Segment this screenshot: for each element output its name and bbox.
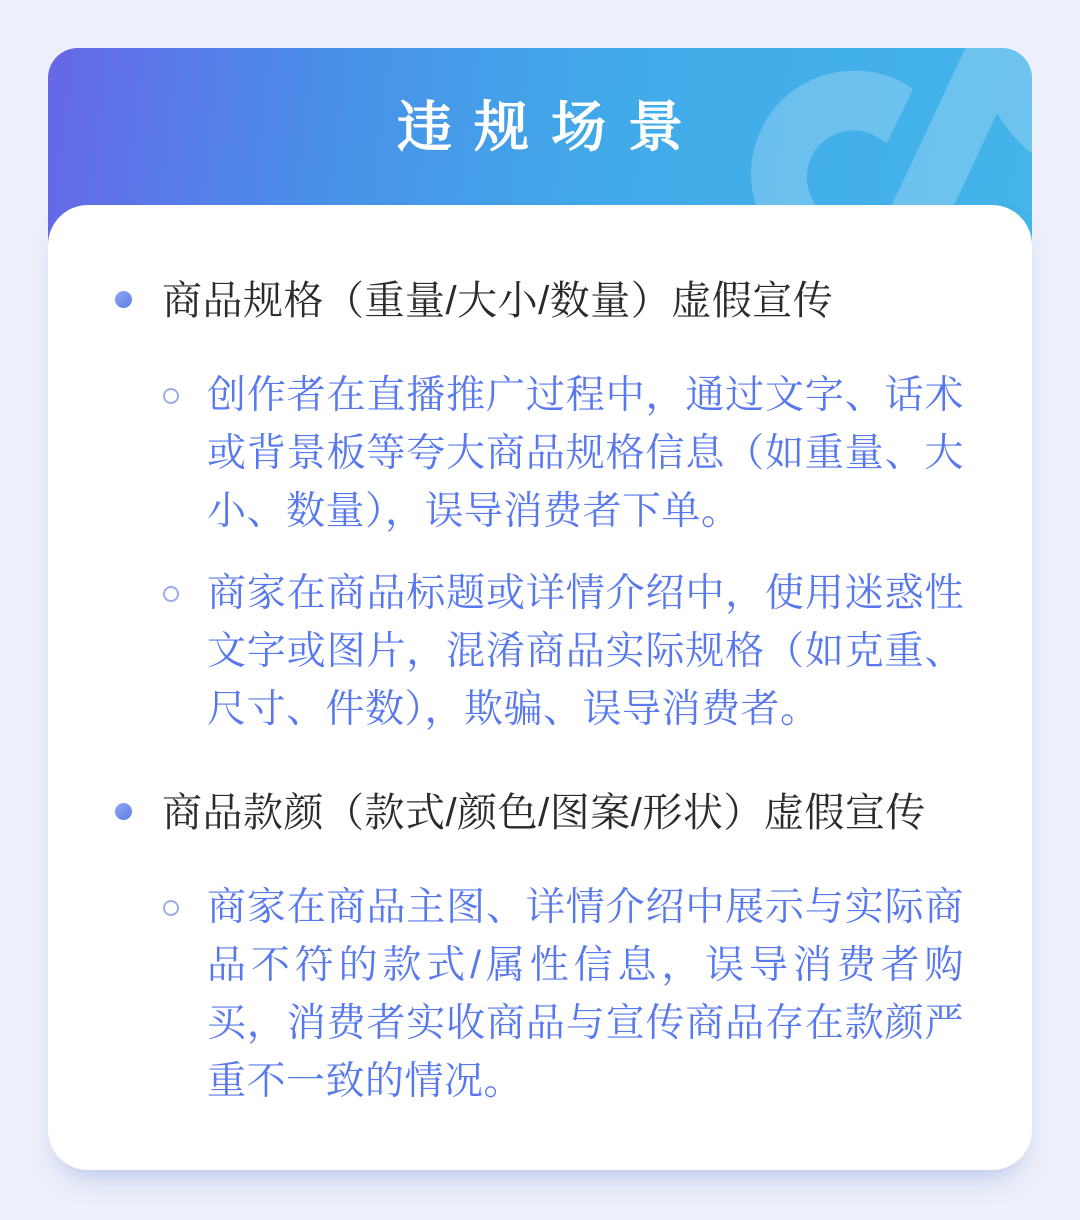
point-text: 商家在商品主图、详情介绍中展示与实际商品不符的款式/属性信息，误导消费者购买，消费者实收商品与宣传商品存在款颜严重不一致的情况。 [207,886,964,1103]
section-title-row [115,789,964,837]
section-title: 商品款颜（款式/颜色/图案/形状）虚假宣传 [162,791,926,835]
list-item [163,879,964,1111]
section-product-style [115,789,964,1111]
list-item [163,565,964,739]
point-list [163,879,964,1111]
point-list [163,367,964,739]
violation-card [48,48,1032,1170]
page-title: 违规场景 [396,96,705,158]
card-body [48,205,1032,1170]
bullet-dot-icon [115,803,132,820]
ring-bullet-icon [163,900,179,916]
section-title-row [115,277,964,325]
bullet-dot-icon [115,291,132,308]
list-item [163,367,964,541]
ring-bullet-icon [163,586,179,602]
point-text: 创作者在直播推广过程中，通过文字、话术或背景板等夸大商品规格信息（如重量、大小、数量），误导消费者下单。 [207,374,964,533]
section-product-spec [115,277,964,739]
section-title: 商品规格（重量/大小/数量）虚假宣传 [162,279,834,323]
ring-bullet-icon [163,388,179,404]
point-text: 商家在商品标题或详情介绍中，使用迷惑性文字或图片，混淆商品实际规格（如克重、尺寸、件数），欺骗、误导消费者。 [207,572,964,731]
